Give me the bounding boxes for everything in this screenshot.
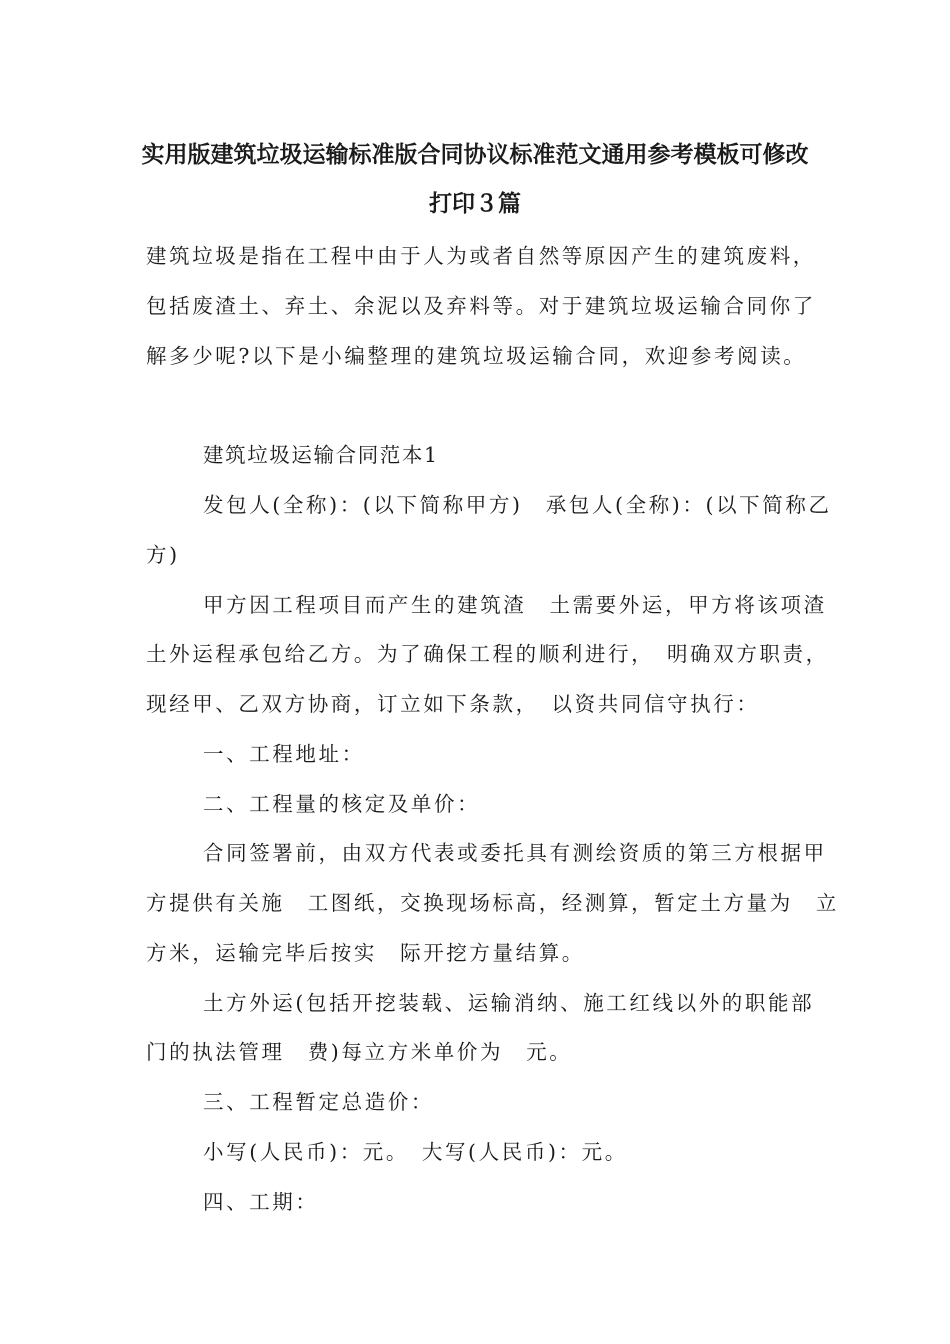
preamble-line: 现经甲、乙双方协商，订立如下条款， 以资共同信守执行： — [146, 692, 760, 716]
parties-line: 发包人(全称)：(以下简称甲方) 承包人(全称)：(以下简称乙 — [203, 493, 832, 517]
clause-heading-3: 三、工程暂定总造价： — [203, 1090, 434, 1114]
section-heading: 建筑垃圾运输合同范本1 — [203, 443, 439, 467]
clause3-amount: 小写(人民币)：元。 大写(人民币)：元。 — [203, 1140, 628, 1164]
intro-line: 建筑垃圾是指在工程中由于人为或者自然等原因产生的建筑废料， — [146, 244, 816, 268]
clause-heading-1: 一、工程地址： — [203, 742, 365, 766]
clause-heading-2: 二、工程量的核定及单价： — [203, 792, 481, 816]
clause2-body-line: 方米，运输完毕后按实 际开挖方量结算。 — [146, 941, 585, 965]
intro-line: 解多少呢?以下是小编整理的建筑垃圾运输合同，欢迎参考阅读。 — [146, 344, 807, 368]
clause-heading-4: 四、工期： — [203, 1190, 319, 1214]
clause2-price-line: 土方外运(包括开挖装载、运输消纳、施工红线以外的职能部 — [203, 991, 815, 1015]
preamble-line: 土外运程承包给乙方。为了确保工程的顺利进行， 明确双方职责， — [146, 642, 829, 666]
parties-line: 方) — [146, 543, 180, 567]
intro-line: 包括废渣土、弃土、余泥以及弃料等。对于建筑垃圾运输合同你了 — [146, 294, 816, 318]
preamble-line: 甲方因工程项目而产生的建筑渣 土需要外运，甲方将该项渣 — [203, 593, 827, 617]
clause2-body-line: 合同签署前，由双方代表或委托具有测绘资质的第三方根据甲 — [203, 841, 827, 865]
clause2-price-line: 门的执法管理 费)每立方米单价为 元。 — [146, 1040, 573, 1064]
clause2-body-line: 方提供有关施 工图纸，交换现场标高，经测算，暂定土方量为 立 — [146, 891, 839, 915]
document-title-line-2: 打印３篇 — [429, 191, 521, 217]
document-title-line-1: 实用版建筑垃圾运输标准版合同协议标准范文通用参考模板可修改 — [141, 142, 809, 168]
